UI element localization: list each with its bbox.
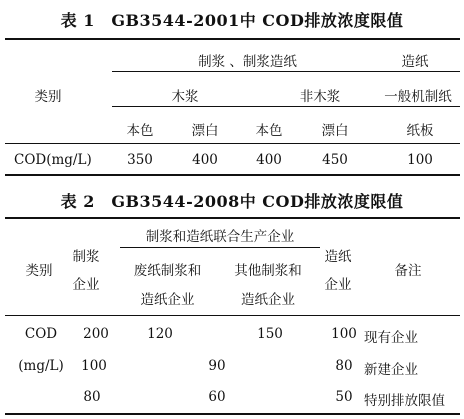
table1-value-wood-natural: 350: [127, 152, 153, 168]
table2-caption: 表 2 GB3544-2008中 COD排放浓度限值: [60, 192, 404, 211]
table2-row2-joint: 90: [208, 358, 226, 374]
table2-row2-remark: 新建企业: [364, 362, 418, 378]
table2-row3-joint: 60: [208, 389, 226, 405]
table1-header-wood-bleached: 漂白: [191, 123, 219, 139]
table2-category-label-line2: (mg/L): [18, 358, 64, 374]
table2-row3-remark: 特别排放限值: [364, 393, 445, 409]
table1-value-paperboard: 100: [407, 152, 433, 168]
table1-subgroup-rule: [112, 106, 460, 107]
table1-bottom-rule: [5, 174, 460, 176]
table2-top-rule: [5, 217, 460, 219]
table1-header-wood: 木浆: [171, 89, 199, 105]
table1-row-label: COD(mg/L): [14, 152, 92, 168]
table2-header-waste-line2: 造纸企业: [140, 292, 195, 308]
table1-header-rule: [5, 143, 460, 144]
table1-top-rule: [5, 38, 460, 40]
table2-row2-paper: 80: [335, 358, 353, 374]
table1-header-paper-group: 造纸: [401, 54, 429, 70]
table2-category-label-line1: COD: [24, 326, 58, 342]
table2-row3-paper: 50: [335, 389, 353, 405]
table1-caption: 表 1 GB3544-2001中 COD排放浓度限值: [60, 11, 404, 30]
table2-header-waste-line1: 废纸制浆和: [133, 263, 202, 279]
table2-header-joint: 制浆和造纸联合生产企业: [145, 229, 295, 245]
table2-header-rule: [5, 315, 460, 316]
table1-header-nonwood: 非木浆: [299, 89, 341, 105]
table2-joint-rule: [120, 247, 320, 248]
table2-row1-other: 150: [257, 326, 283, 342]
table2-row3-pulp: 80: [83, 389, 101, 405]
table2-header-paper-line1: 造纸: [324, 249, 352, 265]
table2-header-remarks: 备注: [394, 263, 422, 279]
table2-row2-pulp: 100: [81, 358, 107, 374]
table1-value-wood-bleached: 400: [192, 152, 218, 168]
table2-row1-pulp: 200: [83, 326, 109, 342]
table1-header-category: 类别: [34, 89, 62, 105]
table1-header-wood-natural: 本色: [126, 123, 154, 139]
table1-value-nonwood-natural: 400: [256, 152, 282, 168]
table2-header-other-line2: 造纸企业: [241, 292, 295, 308]
table1-group-rule: [112, 71, 460, 72]
table2-row1-paper: 100: [331, 326, 357, 342]
table1-header-nonwood-bleached: 漂白: [321, 123, 349, 139]
table2-row1-remark: 现有企业: [364, 330, 418, 346]
table2-header-pulp-line2: 企业: [72, 277, 100, 293]
table1-value-nonwood-bleached: 450: [322, 152, 348, 168]
table2-header-category: 类别: [25, 263, 53, 279]
table1-header-paperboard: 纸板: [406, 123, 434, 139]
table1-header-nonwood-natural: 本色: [255, 123, 283, 139]
table2-row1-waste: 120: [147, 326, 173, 342]
table2-header-other-line1: 其他制浆和: [234, 263, 302, 279]
table1-header-pulp-group: 制浆 、制浆造纸: [198, 54, 297, 70]
table2-bottom-rule: [5, 413, 460, 415]
table2-header-pulp-line1: 制浆: [72, 249, 100, 265]
table1-header-general-machine: 一般机制纸: [384, 89, 452, 105]
table2-header-paper-line2: 企业: [324, 277, 352, 293]
